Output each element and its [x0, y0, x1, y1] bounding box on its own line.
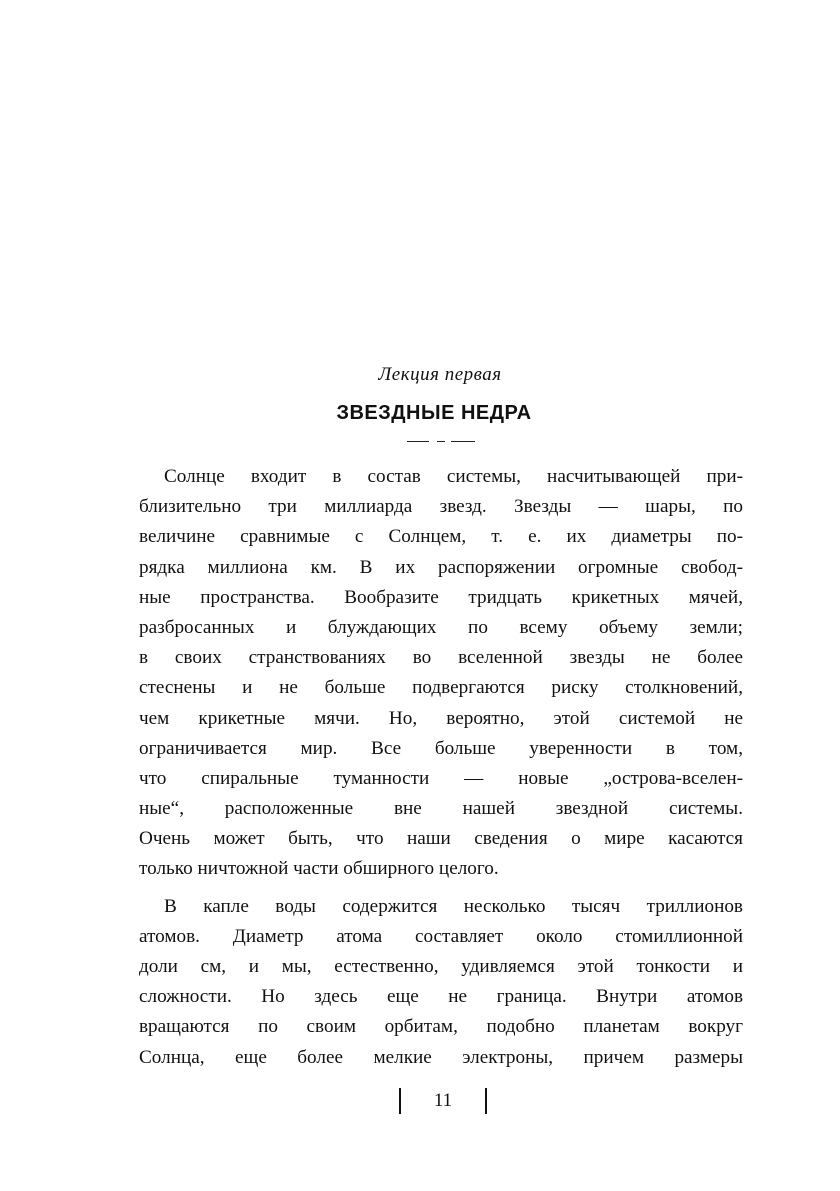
text-line: доли см, и мы, естественно, удивляемся этой тонкости и [139, 956, 743, 977]
text-line: только ничтожной части обширного целого. [139, 858, 499, 880]
paragraph-1 [139, 462, 743, 885]
text-line: Очень может быть, что наши сведения о мире касаются [139, 828, 743, 850]
text-line: в своих странствованиях во вселенной звезды не более [139, 647, 743, 669]
text-line: атомов. Диаметр атома составляет около стомиллионной [139, 925, 743, 947]
text-line: разбросанных и блуждающих по всему объему земли; [139, 616, 743, 638]
text-line: величине сравнимые с Солнцем, т. е. их диаметры по- [139, 526, 743, 548]
text-line: ные“, расположенные вне нашей звездной системы. [139, 798, 743, 820]
text-line: близительно три миллиарда звезд. Звезды — шары, по [139, 496, 743, 518]
folio-bar-right [485, 1088, 487, 1114]
folio-bar-left [399, 1088, 401, 1114]
lecture-subtitle: Лекция первая [378, 364, 502, 385]
page-number: 11 [433, 1090, 453, 1111]
text-line: Солнце входит в состав системы, насчитывающей при- [164, 466, 743, 487]
text-line: вращаются по своим орбитам, подобно планетам вокруг [139, 1016, 743, 1038]
text-line: Солнца, еще более мелкие электроны, причем размеры [139, 1046, 743, 1068]
text-line: ные пространства. Вообразите тридцать крикетных мячей, [139, 586, 743, 608]
title-divider [407, 441, 475, 443]
body-text [139, 462, 743, 1073]
text-line: рядка миллиона км. В их распоряжении огромные свобод- [139, 556, 743, 578]
chapter-title: ЗВЕЗДНЫЕ НЕДРА [336, 402, 532, 424]
paragraph-2 [139, 892, 743, 1073]
page-number-block [0, 1088, 840, 1114]
text-line: чем крикетные мячи. Но, вероятно, этой системой не [139, 707, 743, 729]
text-line: В капле воды содержится несколько тысяч триллионов [164, 895, 743, 917]
text-line: стеснены и не больше подвергаются риску столкновений, [139, 677, 743, 699]
text-line: сложности. Но здесь еще не граница. Внутри атомов [139, 986, 743, 1008]
text-line: ограничивается мир. Все больше уверенности в том, [139, 737, 743, 759]
text-line: что спиральные туманности — новые „острова-вселен- [139, 767, 743, 789]
